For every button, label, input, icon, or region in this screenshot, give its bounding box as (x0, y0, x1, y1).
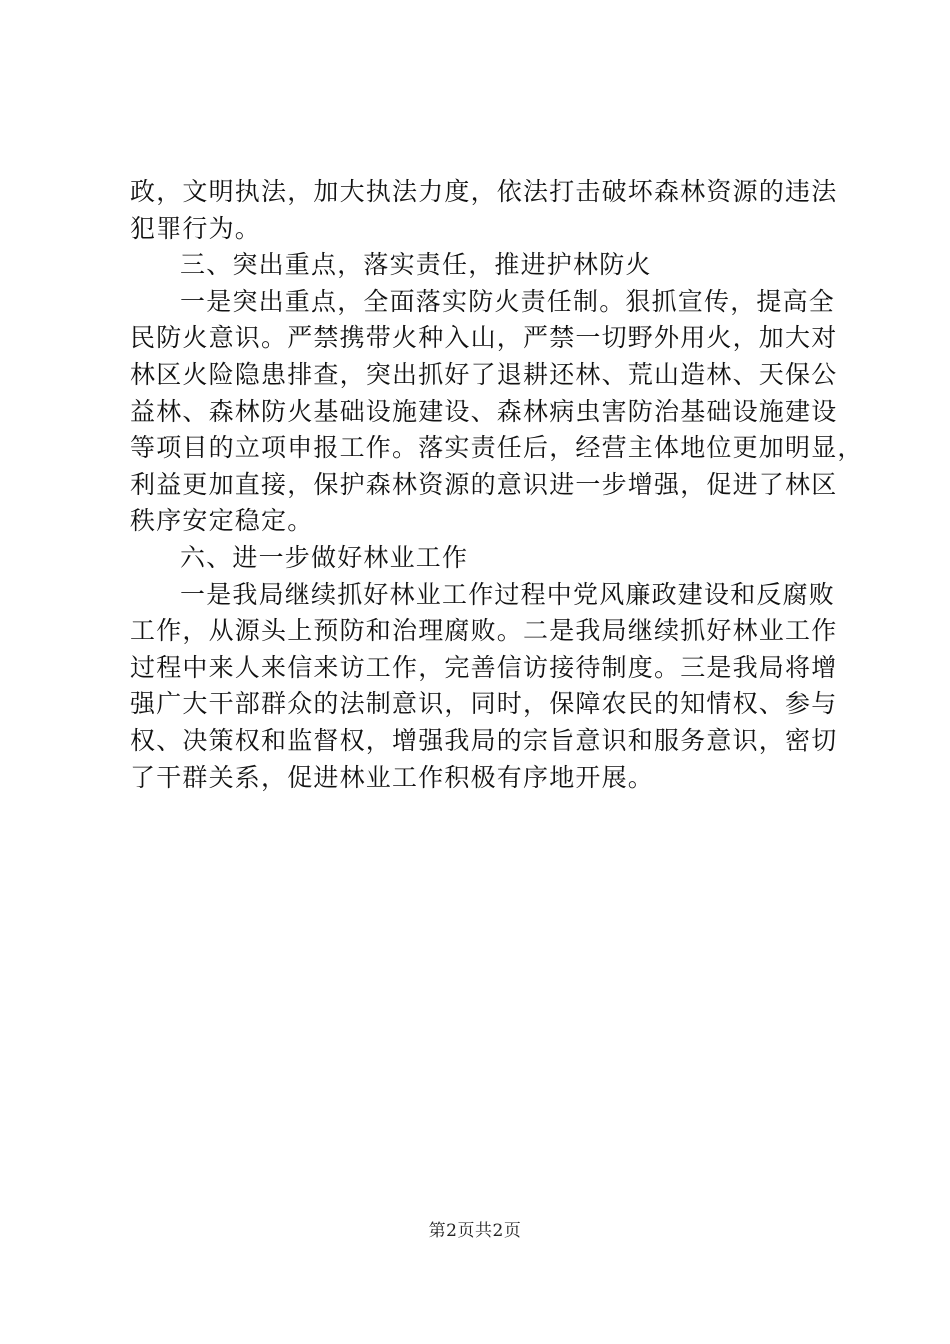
document-body (130, 174, 864, 796)
section-heading: 三、突出重点，落实责任，推进护林防火 (180, 250, 652, 280)
section-heading: 六、进一步做好林业工作 (180, 542, 469, 572)
body-line: 权、决策权和监督权，增强我局的宗旨意识和服务意识，密切 (130, 725, 838, 755)
body-line: 等项目的立项申报工作。落实责任后，经营主体地位更加明显， (130, 433, 864, 463)
body-line: 利益更加直接，保护森林资源的意识进一步增强，促进了林区 (130, 469, 838, 499)
page-footer (0, 1216, 950, 1241)
body-line: 益林、森林防火基础设施建设、森林病虫害防治基础设施建设 (130, 396, 838, 426)
body-line: 秩序安定稳定。 (130, 506, 314, 536)
body-line: 林区火险隐患排查，突出抓好了退耕还林、荒山造林、天保公 (130, 359, 838, 389)
paragraph-start-line: 一是我局继续抓好林业工作过程中党风廉政建设和反腐败 (180, 579, 836, 609)
body-line: 工作，从源头上预防和治理腐败。二是我局继续抓好林业工作 (130, 616, 838, 646)
page-number: 第2页 (428, 1221, 475, 1241)
body-line: 民防火意识。严禁携带火种入山，严禁一切野外用火，加大对 (130, 323, 838, 353)
body-line: 强广大干部群众的法制意识，同时，保障农民的知情权、参与 (130, 689, 838, 719)
body-line: 过程中来人来信来访工作，完善信访接待制度。三是我局将增 (130, 652, 838, 682)
paragraph-start-line: 一是突出重点，全面落实防火责任制。狠抓宣传，提高全 (180, 286, 836, 316)
body-line: 犯罪行为。 (130, 213, 262, 243)
body-line: 政，文明执法，加大执法力度，依法打击破坏森林资源的违法 (130, 177, 838, 206)
page-total: 共2页 (475, 1221, 522, 1241)
body-line: 了干群关系，促进林业工作积极有序地开展。 (130, 762, 655, 792)
